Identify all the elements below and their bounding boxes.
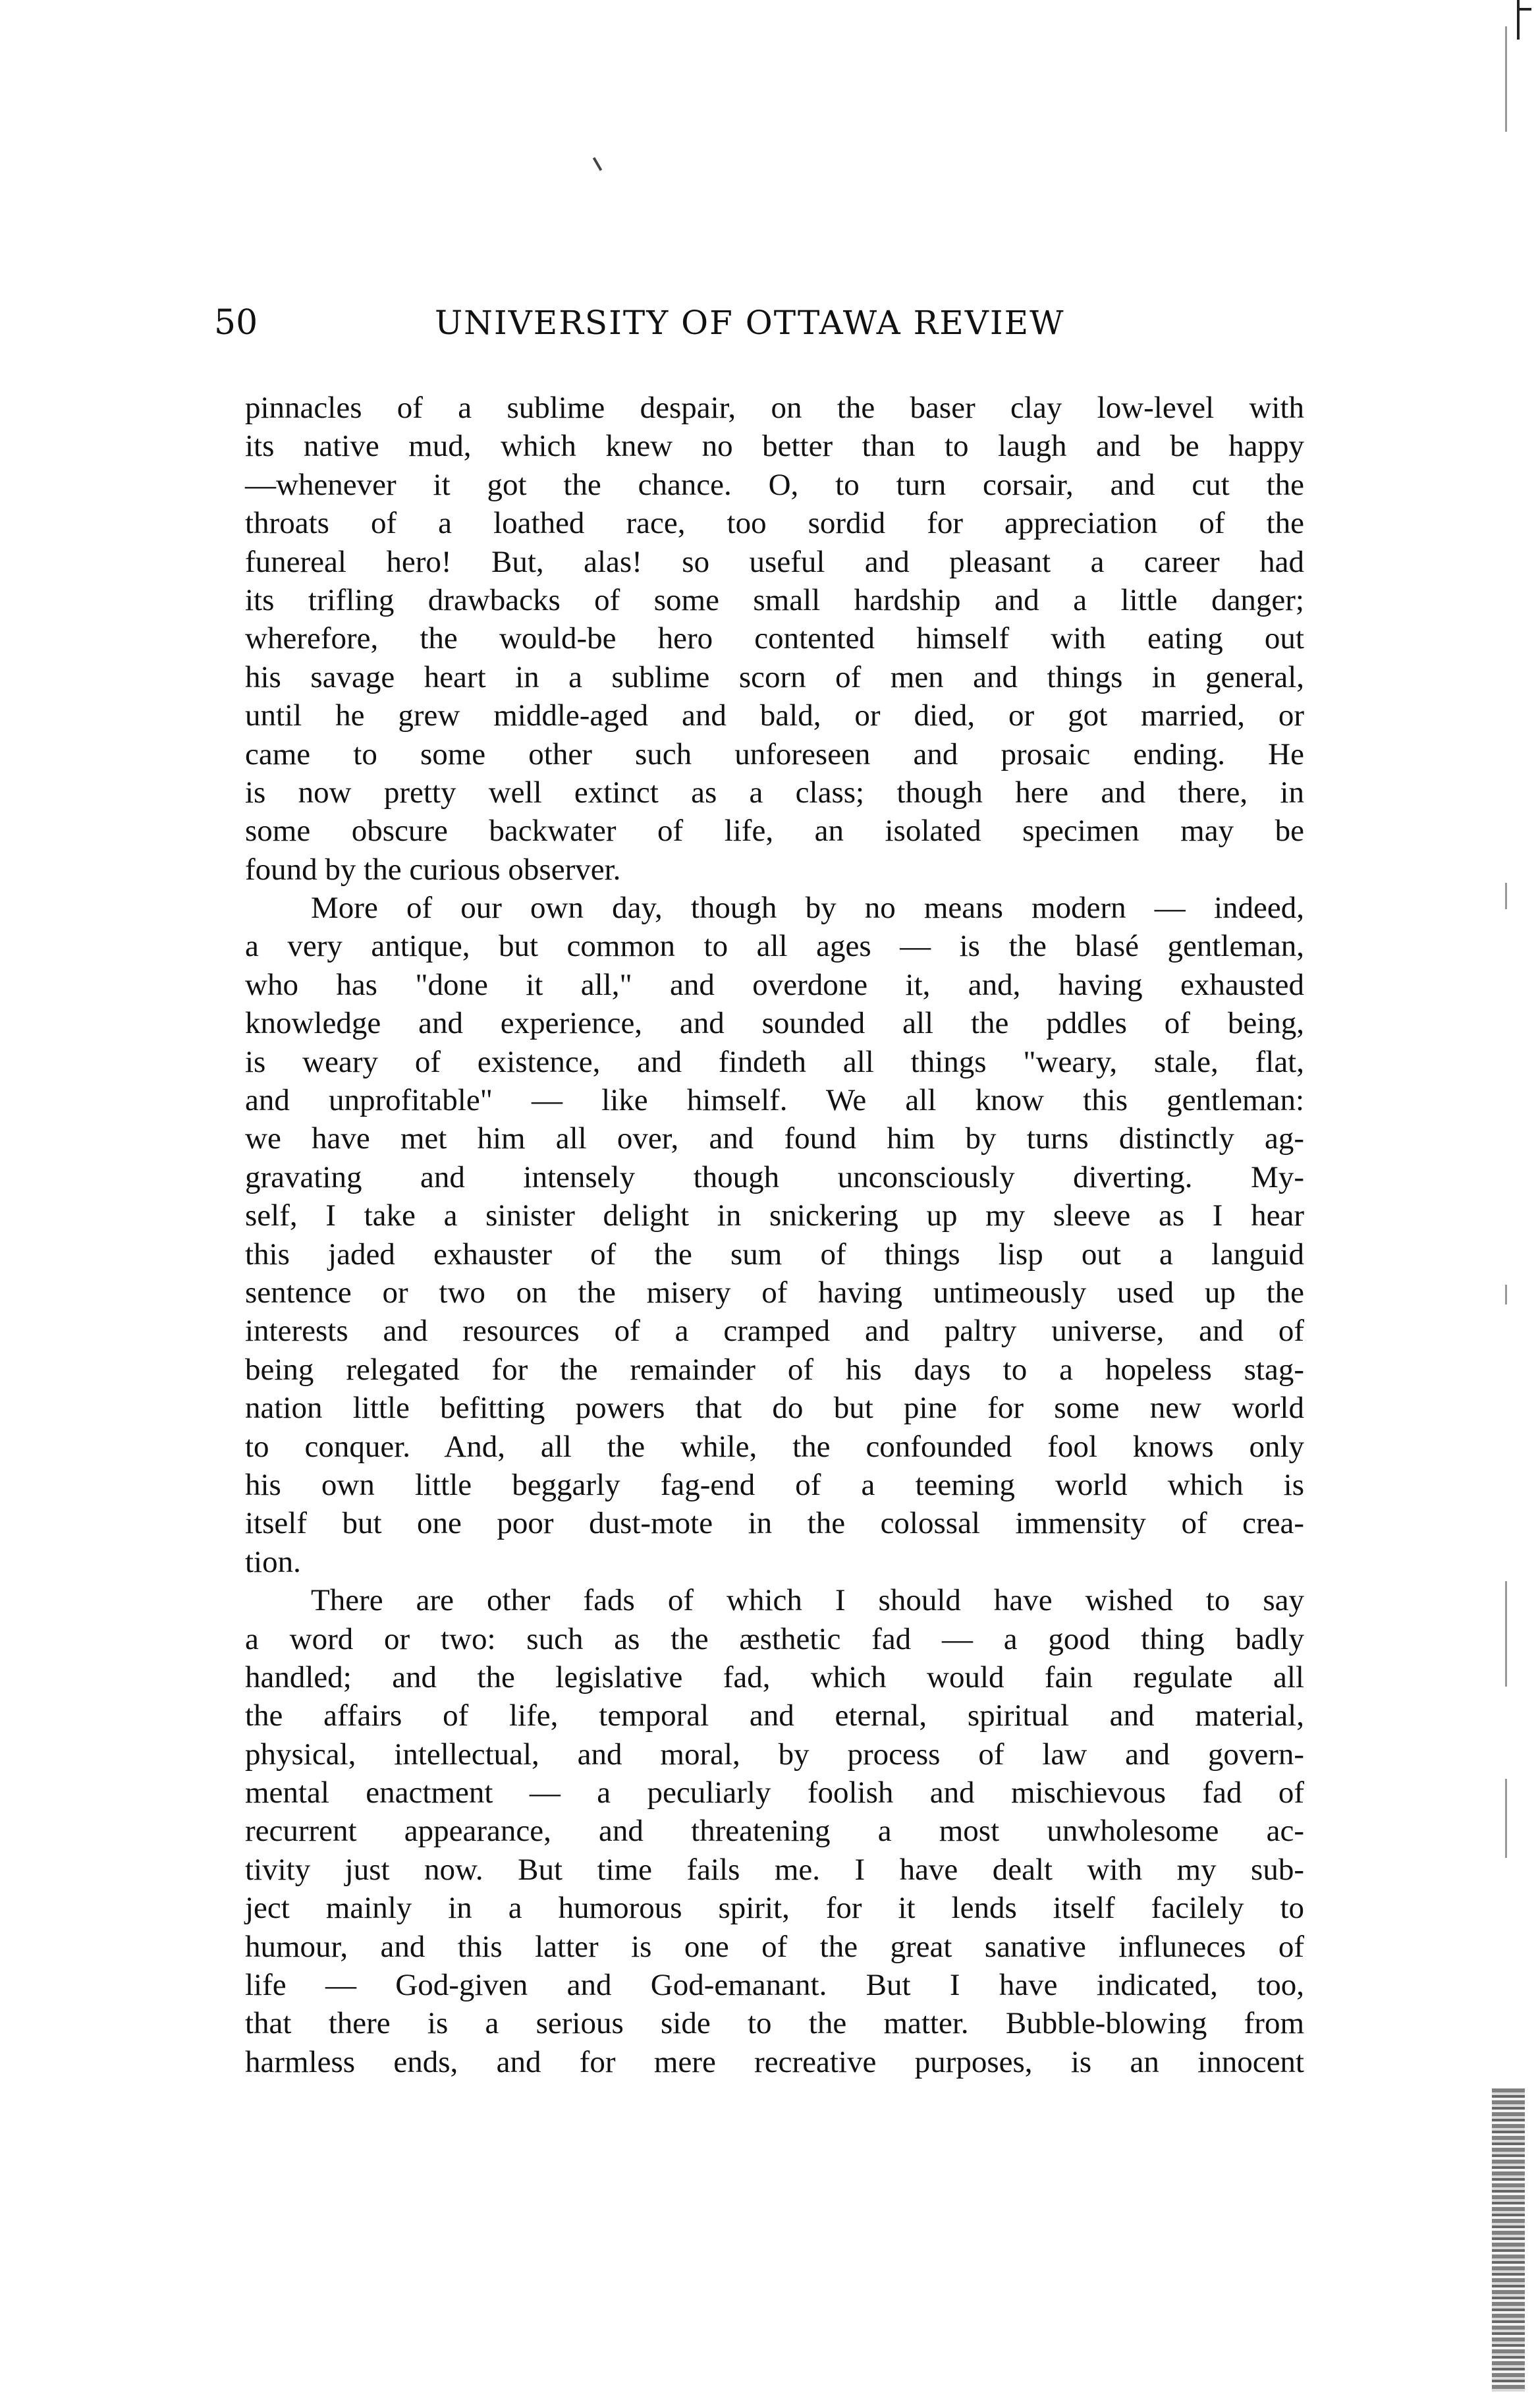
- text-line: we have met him all over, and found him by turns distinctly ag-: [245, 1121, 1304, 1156]
- page-number: 50: [214, 303, 258, 343]
- text-line: There are other fads of which I should have wished to say: [311, 1583, 1304, 1618]
- text-line: recurrent appearance, and threatening a most unwholesome ac-: [245, 1814, 1304, 1849]
- text-line: physical, intellectual, and moral, by process of law and govern-: [245, 1737, 1304, 1772]
- text-line: until he grew middle-aged and bald, or died, or got married, or: [245, 698, 1304, 733]
- text-line: ject mainly in a humorous spirit, for it lends itself facilely to: [245, 1891, 1304, 1926]
- text-line: that there is a serious side to the matter. Bubble-blowing from: [245, 2006, 1304, 2041]
- text-line: a very antique, but common to all ages — is the blasé gentleman,: [245, 929, 1304, 964]
- text-line: funereal hero! But, alas! so useful and pleasant a career had: [245, 544, 1304, 579]
- scan-speck: [593, 157, 602, 171]
- text-line: some obscure backwater of life, an isolated specimen may be: [245, 814, 1304, 849]
- text-line: tivity just now. But time fails me. I have dealt with my sub-: [245, 1852, 1304, 1887]
- text-line: to conquer. And, all the while, the confounded fool knows only: [245, 1429, 1304, 1464]
- text-line: being relegated for the remainder of his days to a hopeless stag-: [245, 1352, 1304, 1387]
- text-line: throats of a loathed race, too sordid for appreciation of the: [245, 506, 1304, 541]
- page-header: [214, 300, 1307, 346]
- text-line: —whenever it got the chance. O, to turn corsair, and cut the: [245, 467, 1304, 502]
- edge-dash: [1505, 1581, 1507, 1687]
- text-line: a word or two: such as the æsthetic fad — a good thing badly: [245, 1621, 1304, 1656]
- text-line: life — God-given and God-emanant. But I have indicated, too,: [245, 1968, 1304, 2003]
- text-line: tion.: [245, 1544, 301, 1579]
- text-line: pinnacles of a sublime despair, on the baser clay low-level with: [245, 391, 1304, 425]
- text-line: knowledge and experience, and sounded all the pddles of being,: [245, 1006, 1304, 1041]
- text-line: his own little beggarly fag-end of a teeming world which is: [245, 1467, 1304, 1502]
- text-line: harmless ends, and for mere recreative purposes, is an innocent: [245, 2044, 1304, 2079]
- text-line: humour, and this latter is one of the great sanative influneces of: [245, 1929, 1304, 1964]
- text-line: wherefore, the would-be hero contented himself with eating out: [245, 621, 1304, 656]
- text-line: gravating and intensely though unconsciously diverting. My-: [245, 1160, 1304, 1194]
- scan-binding-shadow: [1492, 2088, 1525, 2392]
- text-line: is weary of existence, and findeth all things "weary, stale, flat,: [245, 1044, 1304, 1079]
- text-line: found by the curious observer.: [245, 852, 621, 887]
- edge-dash: [1505, 26, 1507, 132]
- text-line: its native mud, which knew no better than to laugh and be happy: [245, 429, 1304, 464]
- edge-dash: [1505, 1285, 1507, 1304]
- text-line: self, I take a sinister delight in snickering up my sleeve as I hear: [245, 1198, 1304, 1233]
- text-line: its trifling drawbacks of some small hardship and a little danger;: [245, 582, 1304, 617]
- scan-edge-marks: [1485, 0, 1538, 2408]
- body-text: [245, 389, 1304, 2081]
- text-line: who has "done it all," and overdone it, and, having exhausted: [245, 967, 1304, 1002]
- text-line: and unprofitable" — like himself. We all know this gentleman:: [245, 1083, 1304, 1118]
- text-line: his savage heart in a sublime scorn of men and things in general,: [245, 659, 1304, 694]
- running-title: UNIVERSITY OF OTTAWA REVIEW: [435, 304, 1065, 342]
- edge-dash: [1505, 883, 1507, 909]
- text-line: is now pretty well extinct as a class; though here and there, in: [245, 775, 1304, 810]
- text-line: sentence or two on the misery of having untimeously used up the: [245, 1275, 1304, 1310]
- text-line: nation little befitting powers that do but pine for some new world: [245, 1391, 1304, 1426]
- text-line: interests and resources of a cramped and paltry universe, and of: [245, 1314, 1304, 1349]
- text-line: the affairs of life, temporal and eternal, spiritual and material,: [245, 1698, 1304, 1733]
- text-line: came to some other such unforeseen and prosaic ending. He: [245, 737, 1304, 771]
- text-line: itself but one poor dust-mote in the colossal immensity of crea-: [245, 1506, 1304, 1541]
- text-line: handled; and the legislative fad, which would fain regulate all: [245, 1660, 1304, 1694]
- edge-dash: [1505, 1779, 1507, 1858]
- text-line: mental enactment — a peculiarly foolish and mischievous fad of: [245, 1776, 1304, 1810]
- text-line: More of our own day, though by no means modern — indeed,: [311, 891, 1304, 926]
- text-line: this jaded exhauster of the sum of things lisp out a languid: [245, 1237, 1304, 1272]
